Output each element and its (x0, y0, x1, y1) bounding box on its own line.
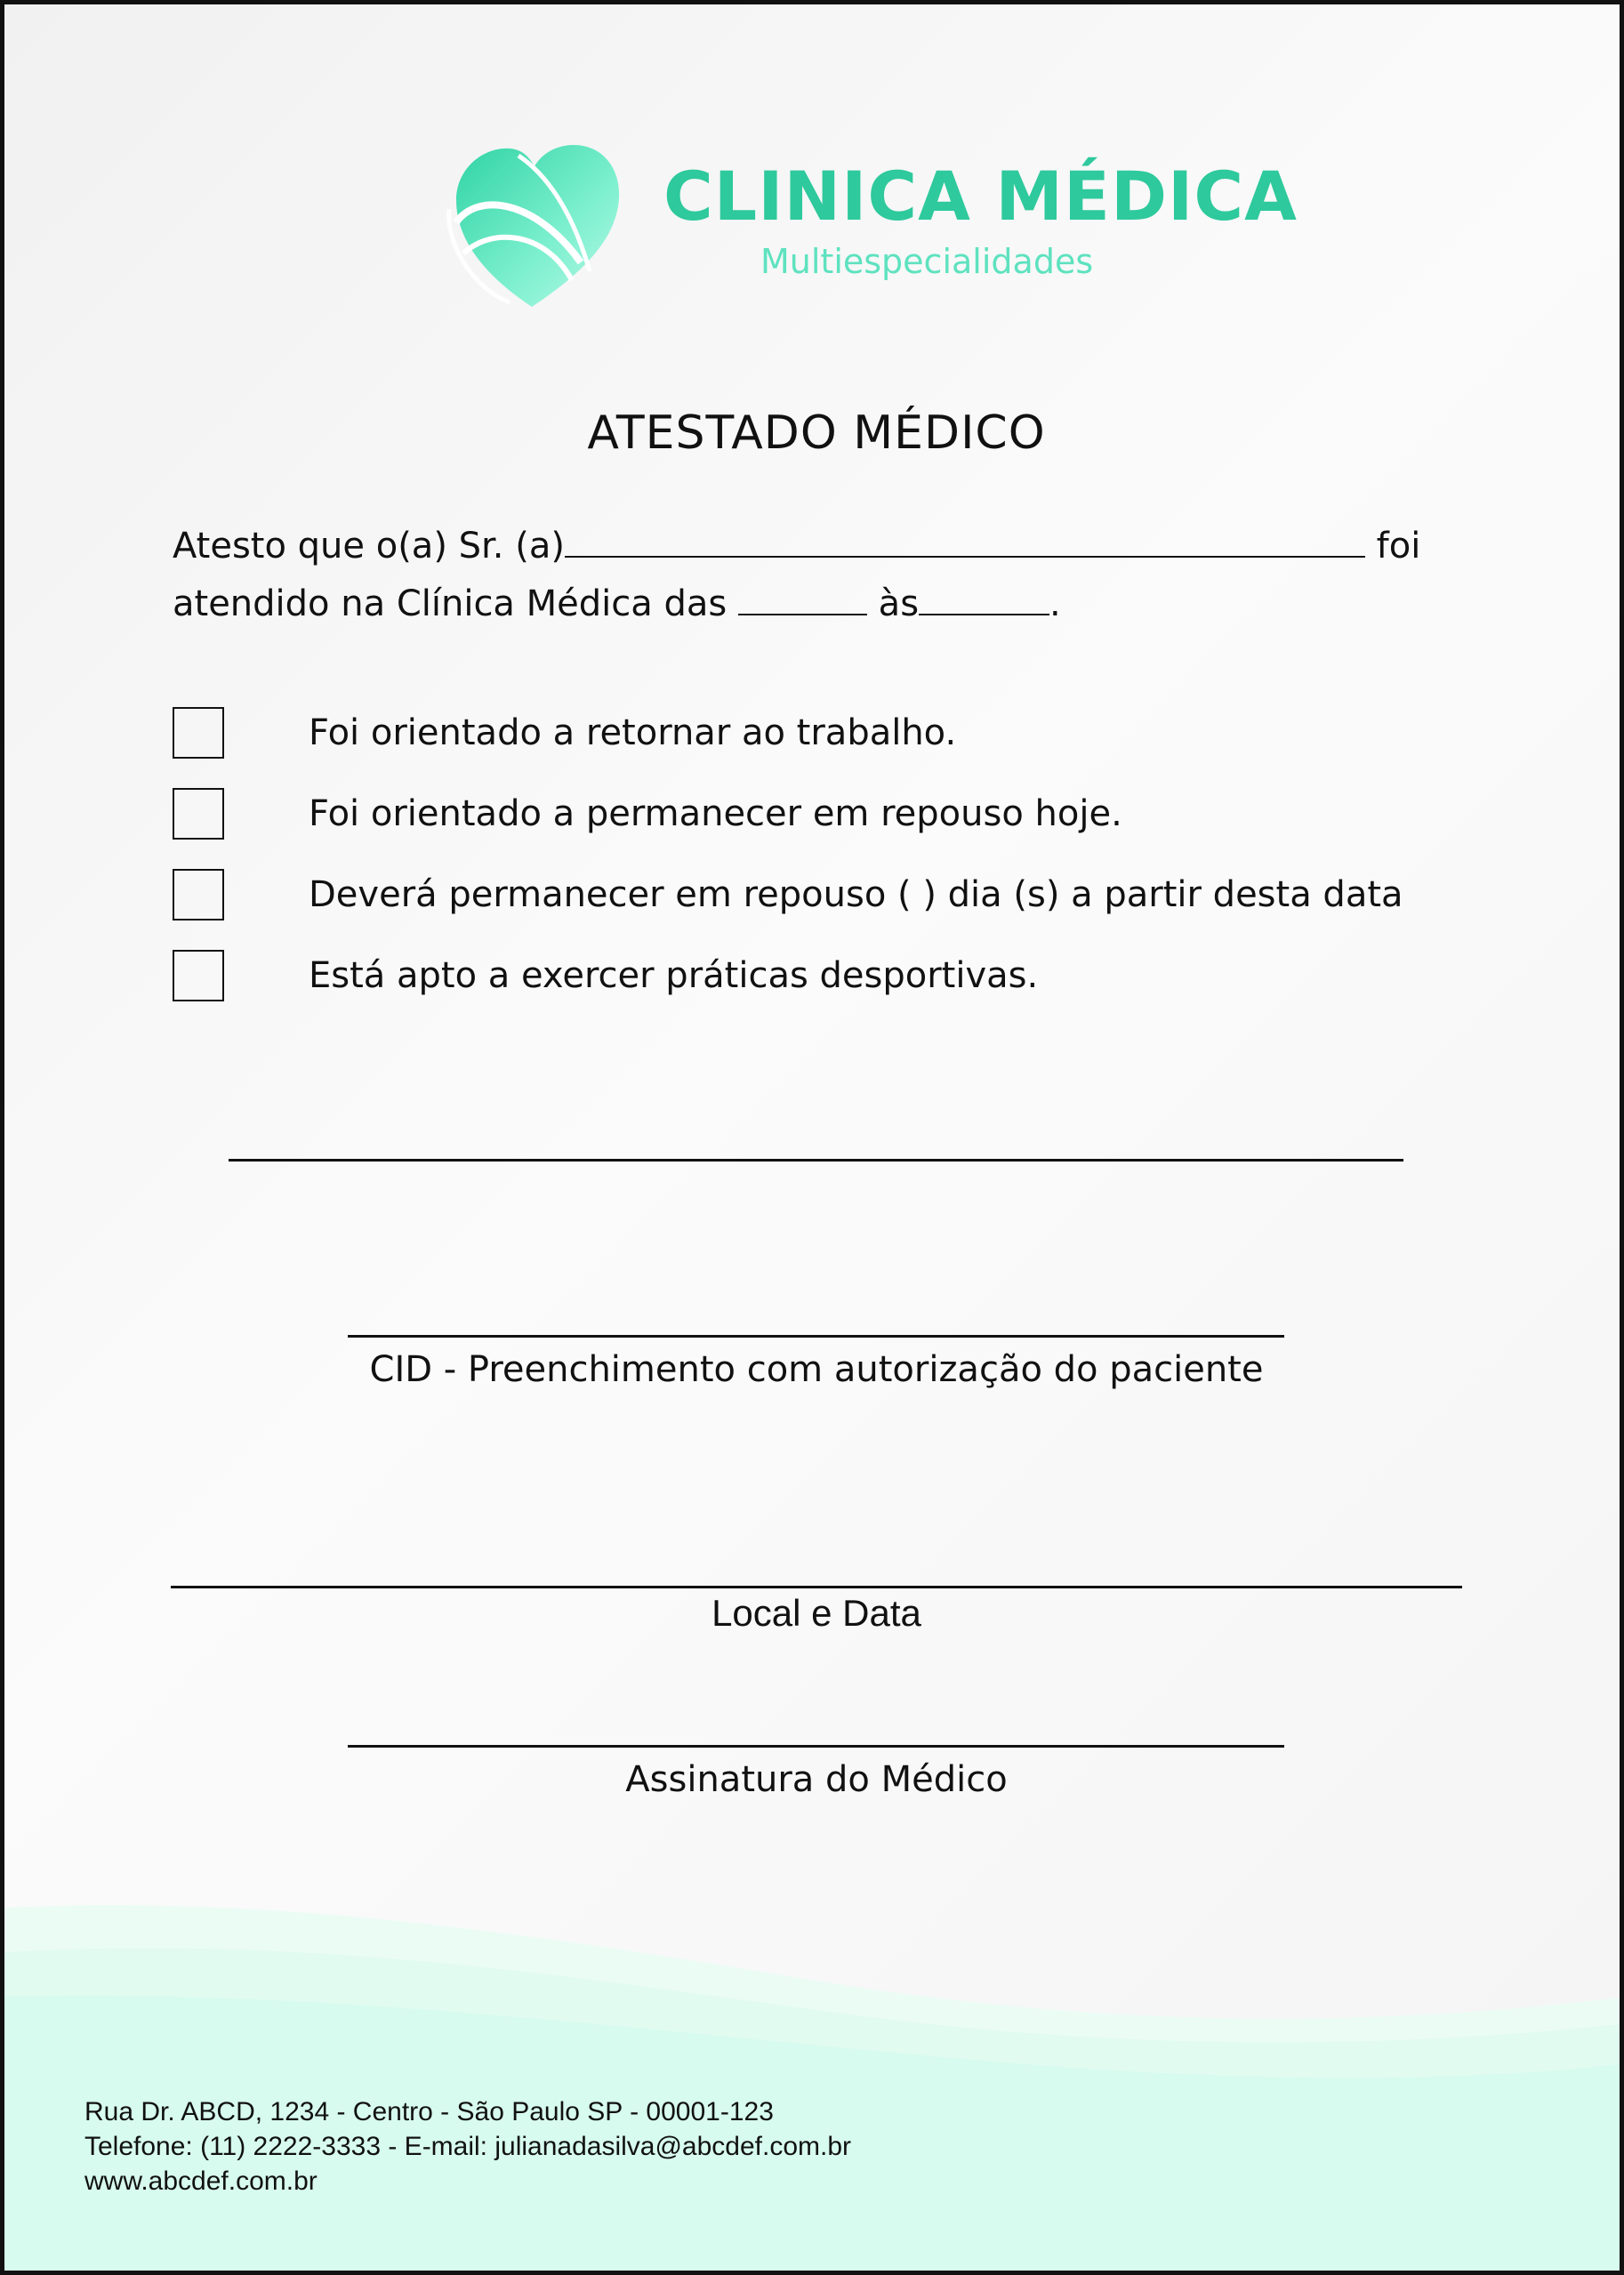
end-time-field[interactable] (919, 575, 1049, 615)
start-time-field[interactable] (738, 575, 867, 615)
intro-line2-end: . (1049, 583, 1061, 624)
check-label: Foi orientado a permanecer em repouso hoje. (309, 793, 1122, 834)
notes-line[interactable] (229, 1159, 1403, 1162)
check-label: Foi orientado a retornar ao trabalho. (309, 712, 957, 753)
footer-contact (84, 2094, 851, 2199)
intro-text-end: foi (1364, 526, 1421, 567)
heart-leaf-icon (438, 138, 625, 311)
check-row-sports (173, 948, 1403, 1003)
cid-line[interactable] (348, 1335, 1284, 1338)
footer-address: Rua Dr. ABCD, 1234 - Centro - São Paulo SP - 00001-123 (84, 2097, 774, 2126)
clinic-logo (438, 138, 1298, 316)
document-title: ATESTADO MÉDICO (587, 406, 1046, 460)
check-row-rest-days (173, 867, 1403, 922)
check-row-return-work (173, 705, 1403, 760)
checkbox-return-work[interactable] (173, 707, 224, 759)
checkbox-sports[interactable] (173, 950, 224, 1001)
check-label: Está apto a exercer práticas desportivas. (309, 955, 1039, 996)
intro-line2-text: atendido na Clínica Médica das (173, 583, 738, 624)
local-date-line[interactable] (171, 1586, 1462, 1588)
intro-text-start: Atesto que o(a) Sr. (a) (173, 526, 565, 567)
local-date-caption: Local e Data (712, 1592, 921, 1634)
signature-line[interactable] (348, 1745, 1284, 1748)
checklist (173, 705, 1403, 1029)
clinic-subtitle: Multiespecialidades (760, 242, 1094, 281)
signature-caption: Assinatura do Médico (625, 1759, 1008, 1800)
clinic-name: CLINICA MÉDICA (663, 157, 1298, 236)
check-row-rest-today (173, 786, 1403, 841)
footer-wave (4, 1899, 1624, 2275)
footer-website: www.abcdef.com.br (84, 2166, 318, 2196)
footer-contact-line: Telefone: (11) 2222-3333 - E-mail: julianadasilva@abcdef.com.br (84, 2132, 852, 2161)
attestation-paragraph (173, 517, 1420, 632)
check-label: Deverá permanecer em repouso ( ) dia (s) a partir desta data (309, 874, 1403, 915)
cid-caption: CID - Preenchimento com autorização do paciente (369, 1349, 1264, 1390)
patient-name-field[interactable] (565, 517, 1365, 558)
checkbox-rest-days[interactable] (173, 869, 224, 920)
checkbox-rest-today[interactable] (173, 788, 224, 840)
intro-line2-mid: às (866, 583, 920, 624)
